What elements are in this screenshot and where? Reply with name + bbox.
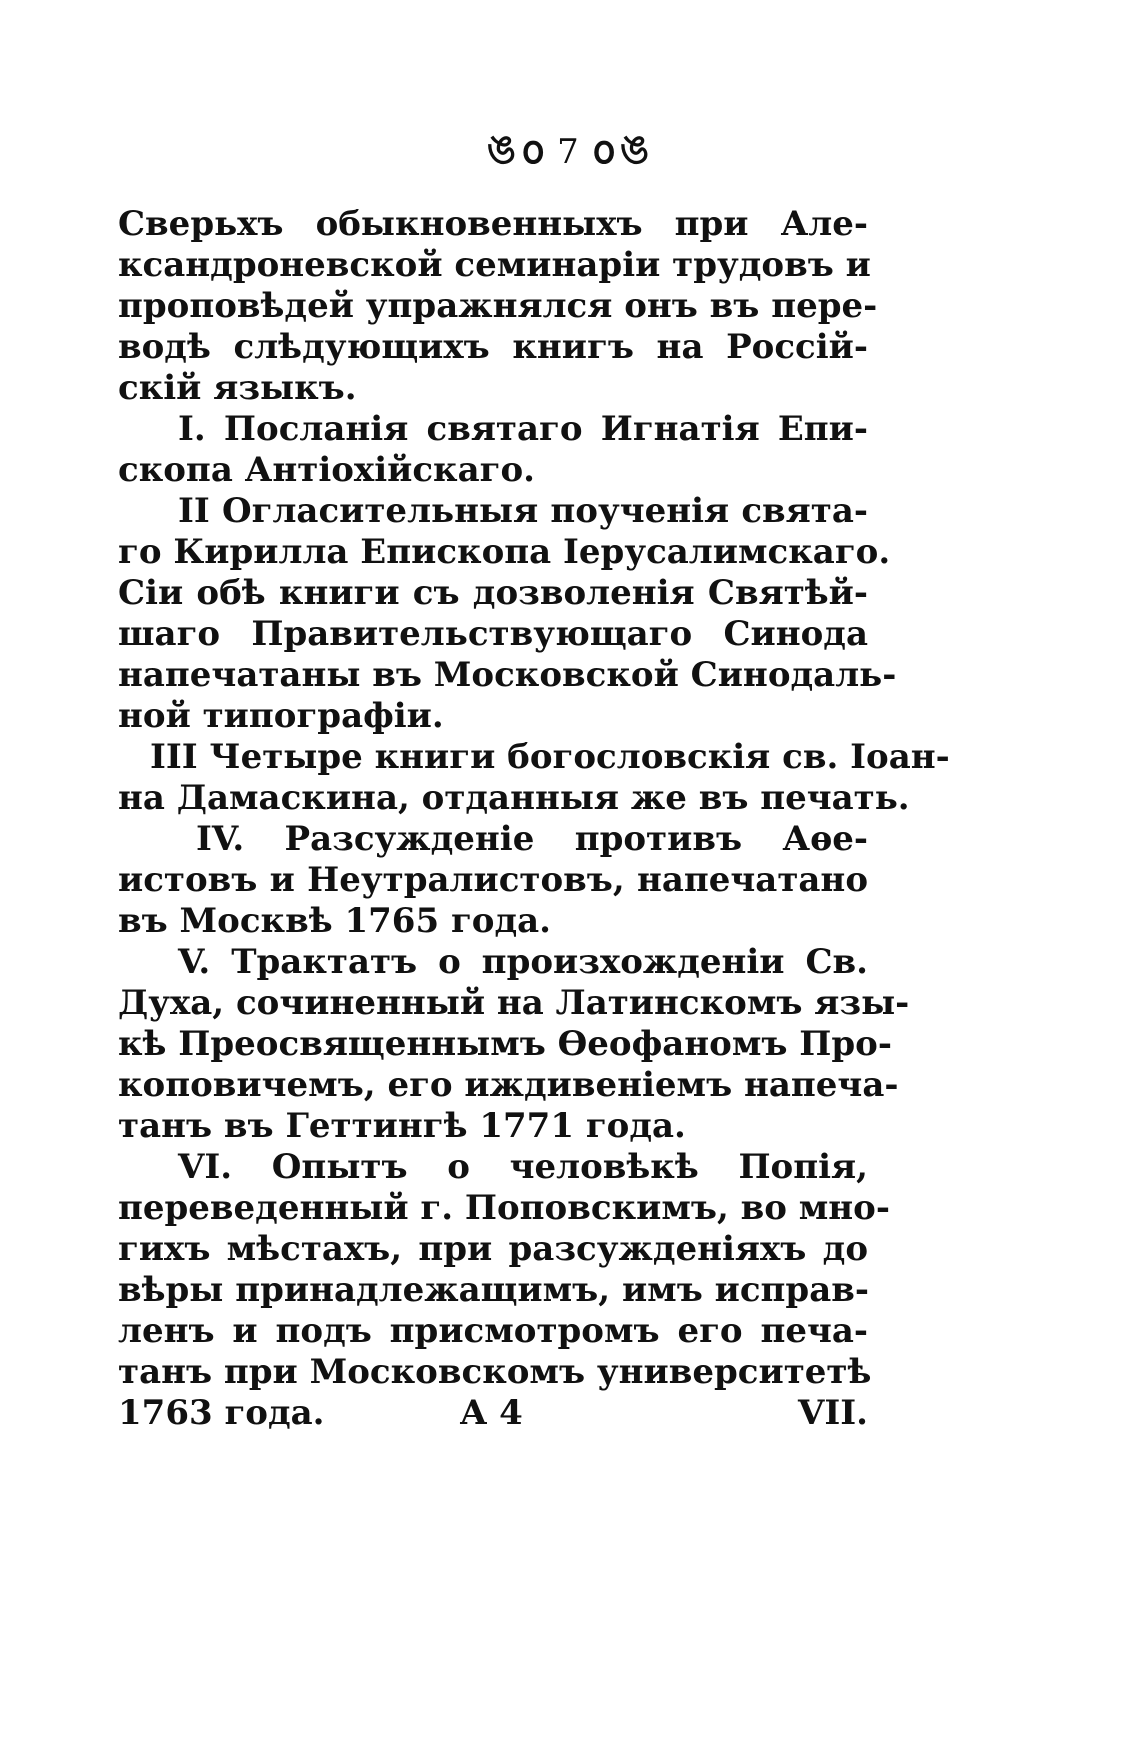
text-line: V. Трактатъ о произхожденiи Св. xyxy=(178,942,868,982)
page-header xyxy=(0,128,1140,174)
body-text xyxy=(118,204,950,1434)
text-line: проповѣдей упражнялся онъ въ пере- xyxy=(118,286,878,326)
text-line: II Огласительныя поученiя свята- xyxy=(178,491,868,531)
text-line: танъ въ Геттингѣ 1771 года. xyxy=(118,1106,686,1146)
text-line: въ Москвѣ 1765 года. xyxy=(118,901,551,941)
text-line: ной типографiи. xyxy=(118,696,444,736)
text-line: напечатаны въ Московской Синодаль- xyxy=(118,655,897,695)
last-text-line: 1763 года. xyxy=(118,1393,325,1433)
text-line: водѣ слѣдующихъ книгъ на Россiй- xyxy=(118,327,868,367)
ornament-right: ᪐ঙ xyxy=(590,126,654,173)
page-number: 7 xyxy=(557,132,583,172)
text-line: вѣры принадлежащимъ, имъ исправ- xyxy=(118,1270,869,1310)
text-line: шаго Правительствующаго Синода xyxy=(118,614,868,654)
text-line: скiй языкъ. xyxy=(118,368,357,408)
signature-mark: А 4 xyxy=(459,1393,523,1433)
text-line: го Кирилла Епископа Iерусалимскаго. xyxy=(118,532,891,572)
text-line: III Четыре книги богословскiя св. Iоан- xyxy=(150,737,950,777)
text-line: Сiи обѣ книги съ дозволенiя Святѣй- xyxy=(118,573,868,613)
text-line: Духа, сочиненный на Латинскомъ язы- xyxy=(118,983,910,1023)
text-line: ленъ и подъ присмотромъ его печа- xyxy=(118,1311,868,1351)
text-line: на Дамаскина, отданныя же въ печать. xyxy=(118,778,910,818)
text-line: истовъ и Неутралистовъ, напечатано xyxy=(118,860,868,900)
text-line: танъ при Московскомъ университетѣ xyxy=(118,1352,872,1392)
text-line: коповичемъ, его иждивенiемъ напеча- xyxy=(118,1065,899,1105)
ornament-left: ঙ᪐ xyxy=(486,126,550,173)
text-line: ксандроневской семинарiи трудовъ и xyxy=(118,245,871,285)
text-line: Сверьхъ обыкновенныхъ при Але- xyxy=(118,204,868,244)
text-line: I. Посланiя святаго Игнатiя Епи- xyxy=(178,409,868,449)
text-line: IV. Разсужденiе противъ Аѳе- xyxy=(196,819,868,859)
catchword: VII. xyxy=(797,1393,868,1433)
text-line: кѣ Преосвященнымъ Ѳеофаномъ Про- xyxy=(118,1024,892,1064)
text-line: переведенный г. Поповскимъ, во мно- xyxy=(118,1188,890,1228)
text-line: гихъ мѣстахъ, при разсужденiяхъ до xyxy=(118,1229,868,1269)
page-footer xyxy=(118,1393,868,1434)
text-line: VI. Опытъ о человѣкѣ Попiя, xyxy=(178,1147,868,1187)
text-line: скопа Антiохiйскаго. xyxy=(118,450,535,490)
